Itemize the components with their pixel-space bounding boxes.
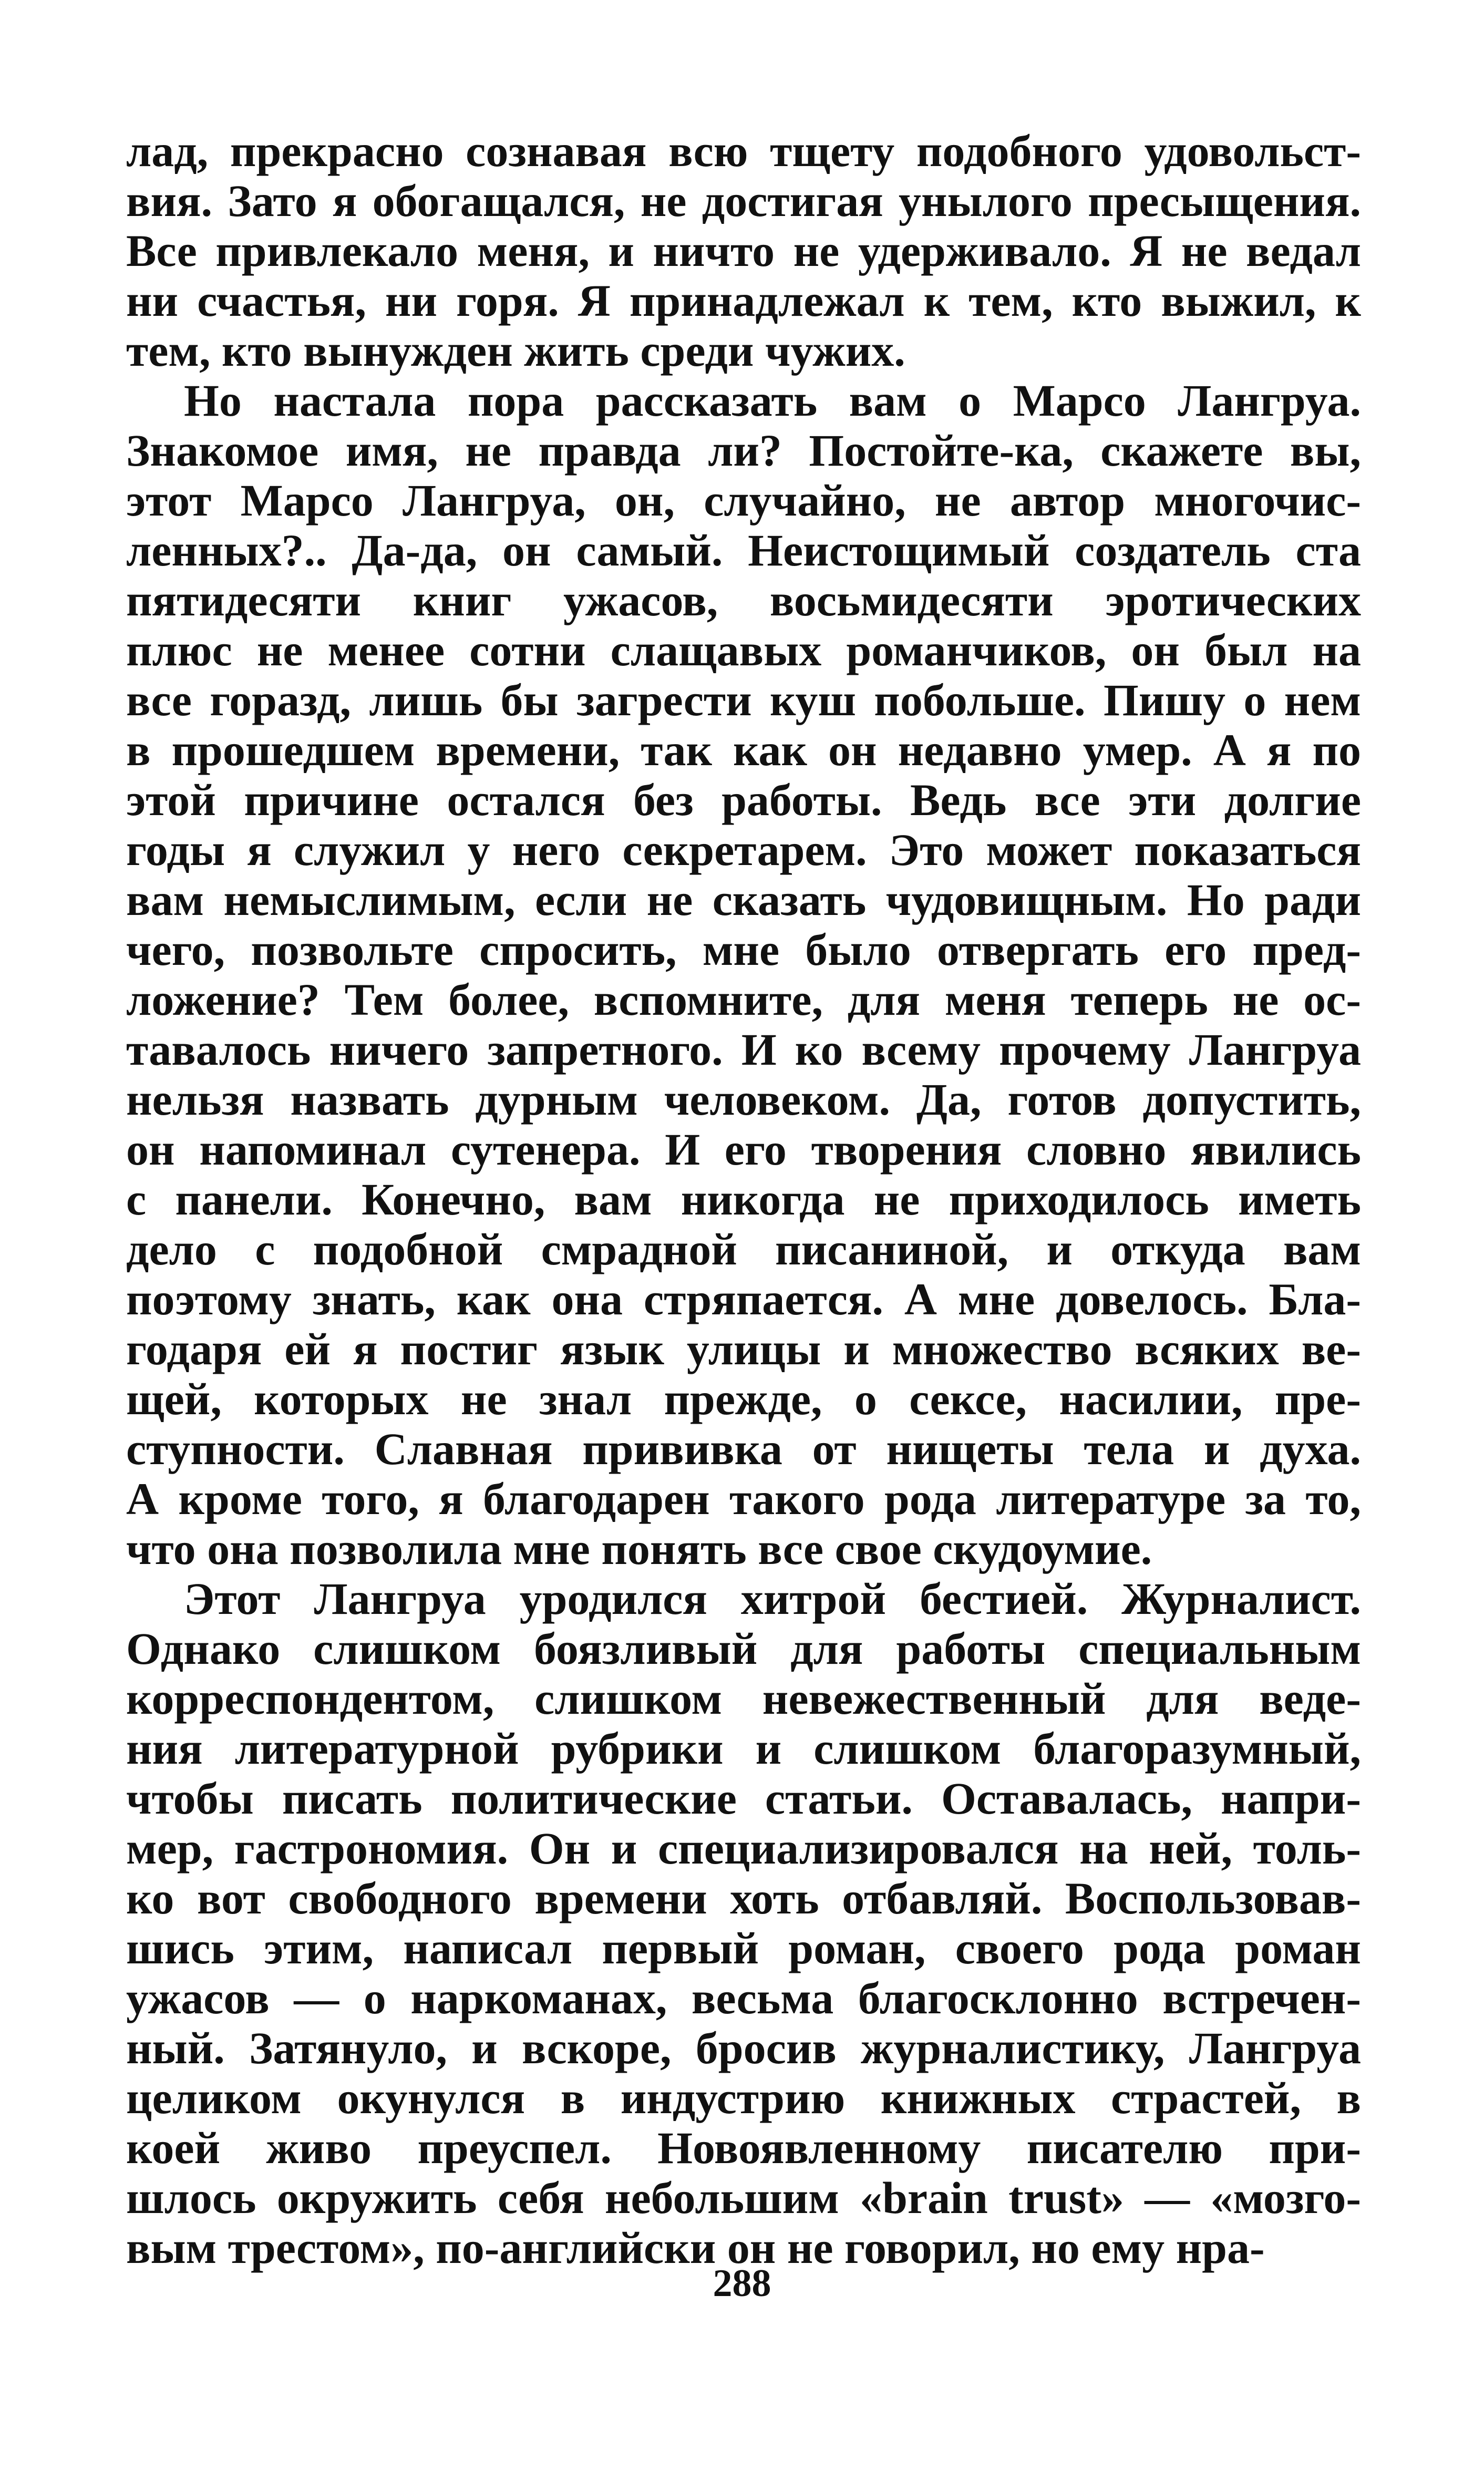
text-line: все горазд, лишь бы загрести куш побольше. Пишу о нем: [126, 675, 1361, 725]
text-line: Однако слишком боязливый для работы специальным: [126, 1623, 1361, 1674]
text-line: целиком окунулся в индустрию книжных страстей, в: [126, 2073, 1361, 2123]
text-line: мер, гастрономия. Он и специализировался на ней, толь-: [126, 1823, 1361, 1874]
text-line: с панели. Конечно, вам никогда не приходилось иметь: [126, 1174, 1361, 1224]
text-line: шись этим, написал первый роман, своего рода роман: [126, 1923, 1361, 1973]
text-line: ни счастья, ни горя. Я принадлежал к тем, кто выжил, к: [126, 275, 1361, 326]
text-line: тавалось ничего запретного. И ко всему прочему Лангруа: [126, 1024, 1361, 1075]
text-line: тем, кто вынужден жить среди чужих.: [126, 325, 905, 376]
text-line: щей, которых не знал прежде, о сексе, насилии, пре-: [126, 1374, 1361, 1424]
text-line: вам немыслимым, если не сказать чудовищным. Но ради: [126, 874, 1361, 925]
text-line: годы я служил у него секретарем. Это может показаться: [126, 825, 1361, 875]
text-line: чтобы писать политические статьи. Оставалась, напри-: [126, 1773, 1361, 1824]
text-line: корреспондентом, слишком невежественный для веде-: [126, 1673, 1361, 1724]
text-line: Все привлекало меня, и ничто не удерживало. Я не ведал: [126, 225, 1361, 276]
paragraph: [126, 376, 1361, 1574]
text-line: он напоминал сутенера. И его творения словно явились: [126, 1124, 1361, 1175]
text-line: ко вот свободного времени хоть отбавляй. Воспользовав-: [126, 1873, 1361, 1923]
text-line: пятидесяти книг ужасов, восьмидесяти эротических: [126, 575, 1361, 625]
text-line: вия. Зато я обогащался, не достигая унылого пресыщения.: [126, 176, 1361, 226]
text-line: нельзя назвать дурным человеком. Да, готов допустить,: [126, 1074, 1361, 1125]
paragraph: [126, 1574, 1361, 2273]
paragraph: [126, 126, 1361, 376]
text-line: этот Марсо Лангруа, он, случайно, не автор многочис-: [126, 475, 1361, 526]
page-text: [126, 126, 1361, 2273]
text-line: ния литературной рубрики и слишком благоразумный,: [126, 1723, 1361, 1774]
text-line: коей живо преуспел. Новоявленному писателю при-: [126, 2123, 1361, 2173]
text-line: что она позволила мне понять все свое скудоумие.: [126, 1524, 1152, 1574]
text-line: плюс не менее сотни слащавых романчиков, он был на: [126, 625, 1361, 675]
text-line: этой причине остался без работы. Ведь все эти долгие: [126, 775, 1361, 825]
text-line: Но настала пора рассказать вам о Марсо Лангруа.: [184, 375, 1361, 426]
text-line: годаря ей я постиг язык улицы и множество всяких ве-: [126, 1324, 1361, 1374]
text-line: дело с подобной смрадной писаниной, и откуда вам: [126, 1224, 1361, 1274]
text-line: ленных?.. Да-да, он самый. Неистощимый создатель ста: [126, 525, 1361, 575]
text-line: в прошедшем времени, так как он недавно умер. А я по: [126, 725, 1361, 775]
text-line: поэтому знать, как она стряпается. А мне довелось. Бла-: [126, 1274, 1361, 1324]
text-line: вым трестом», по-английски он не говорил, но ему нра-: [126, 2222, 1265, 2273]
page-number: 288: [713, 2262, 771, 2305]
text-line: ный. Затянуло, и вскоре, бросив журналистику, Лангруа: [126, 2023, 1361, 2073]
text-line: чего, позвольте спросить, мне было отвергать его пред-: [126, 924, 1361, 975]
text-line: ложение? Тем более, вспомните, для меня теперь не ос-: [126, 974, 1361, 1025]
text-line: ужасов — о наркоманах, весьма благосклонно встречен-: [126, 1973, 1361, 2023]
text-line: лад, прекрасно сознавая всю тщету подобного удовольст-: [126, 126, 1361, 176]
text-line: ступности. Славная прививка от нищеты тела и духа.: [126, 1424, 1361, 1474]
text-line: Знакомое имя, не правда ли? Постойте-ка, скажете вы,: [126, 425, 1361, 476]
text-line: А кроме того, я благодарен такого рода литературе за то,: [126, 1474, 1361, 1524]
text-line: шлось окружить себя небольшим «brain trust» — «мозго-: [126, 2173, 1361, 2223]
text-line: Этот Лангруа уродился хитрой бестией. Журналист.: [184, 1573, 1361, 1624]
